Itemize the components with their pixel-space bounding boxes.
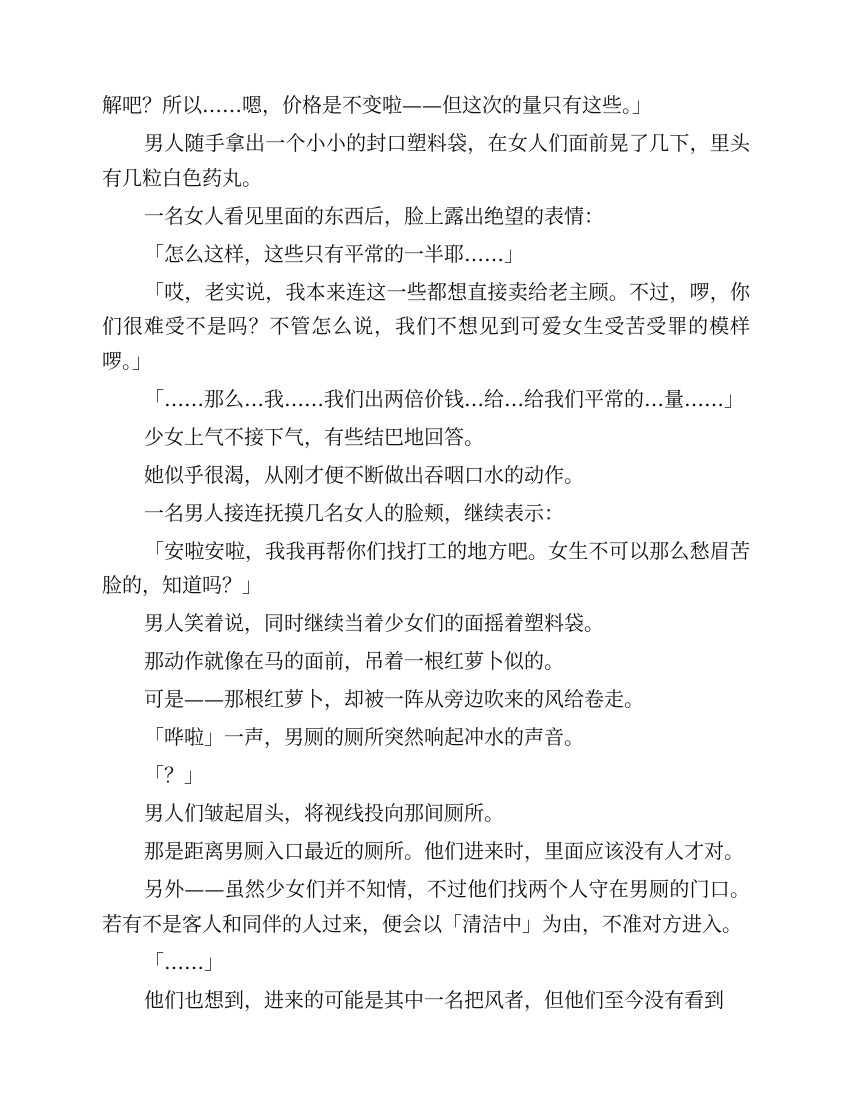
paragraph-16: 男人们皱起眉头，将视线投向那间厕所。 bbox=[144, 801, 504, 825]
paragraph-19: 「……」 bbox=[144, 949, 224, 974]
paragraph-14: 「哗啦」一声，男厕的厕所突然响起冲水的声音。 bbox=[144, 725, 584, 749]
paragraph-20: 他们也想到，进来的可能是其中一名把风者，但他们至今没有看到 bbox=[144, 987, 724, 1012]
paragraph-13: 可是——那根红萝卜，却被一阵从旁边吹来的风给卷走。 bbox=[144, 687, 644, 711]
paragraph-3: 一名女人看见里面的东西后，脸上露出绝望的表情： bbox=[144, 203, 604, 228]
paragraph-4: 「怎么这样，这些只有平常的一半耶……」 bbox=[144, 241, 524, 266]
document-page bbox=[102, 88, 750, 1021]
paragraph-8: 她似乎很渴，从刚才便不断做出吞咽口水的动作。 bbox=[144, 462, 584, 487]
paragraph-1: 解吧？所以……嗯，价格是不变啦——但这次的量只有这些。」 bbox=[102, 93, 652, 117]
paragraph-15: 「？」 bbox=[144, 763, 204, 787]
paragraph-10: 「安啦安啦，我我再帮你们找打工的地方吧。女生不可以那么愁眉苦脸的，知道吗？」 bbox=[102, 538, 750, 597]
paragraph-18: 另外——虽然少女们并不知情，不过他们找两个人守在男厕的门口。若有不是客人和同伴的人过来，便会以「清洁中」为由，不准对方进入。 bbox=[102, 877, 750, 936]
paragraph-7: 少女上气不接下气，有些结巴地回答。 bbox=[144, 424, 484, 449]
paragraph-12: 那动作就像在马的面前，吊着一根红萝卜似的。 bbox=[144, 649, 564, 673]
paragraph-5: 「哎，老实说，我本来连这一些都想直接卖给老主顾。不过，啰，你们很难受不是吗？不管怎么说，我们不想见到可爱女生受苦受罪的模样啰。」 bbox=[102, 279, 750, 373]
paragraph-17: 那是距离男厕入口最近的厕所。他们进来时，里面应该没有人才对。 bbox=[144, 839, 744, 863]
paragraph-11: 男人笑着说，同时继续当着少女们的面摇着塑料袋。 bbox=[144, 611, 604, 635]
paragraph-2: 男人随手拿出一个小小的封口塑料袋，在女人们面前晃了几下，里头有几粒白色药丸。 bbox=[102, 131, 750, 190]
paragraph-9: 一名男人接连抚摸几名女人的脸颊，继续表示： bbox=[144, 500, 564, 525]
paragraph-6: 「……那么…我……我们出两倍价钱…给…给我们平常的…量……」 bbox=[144, 386, 744, 411]
